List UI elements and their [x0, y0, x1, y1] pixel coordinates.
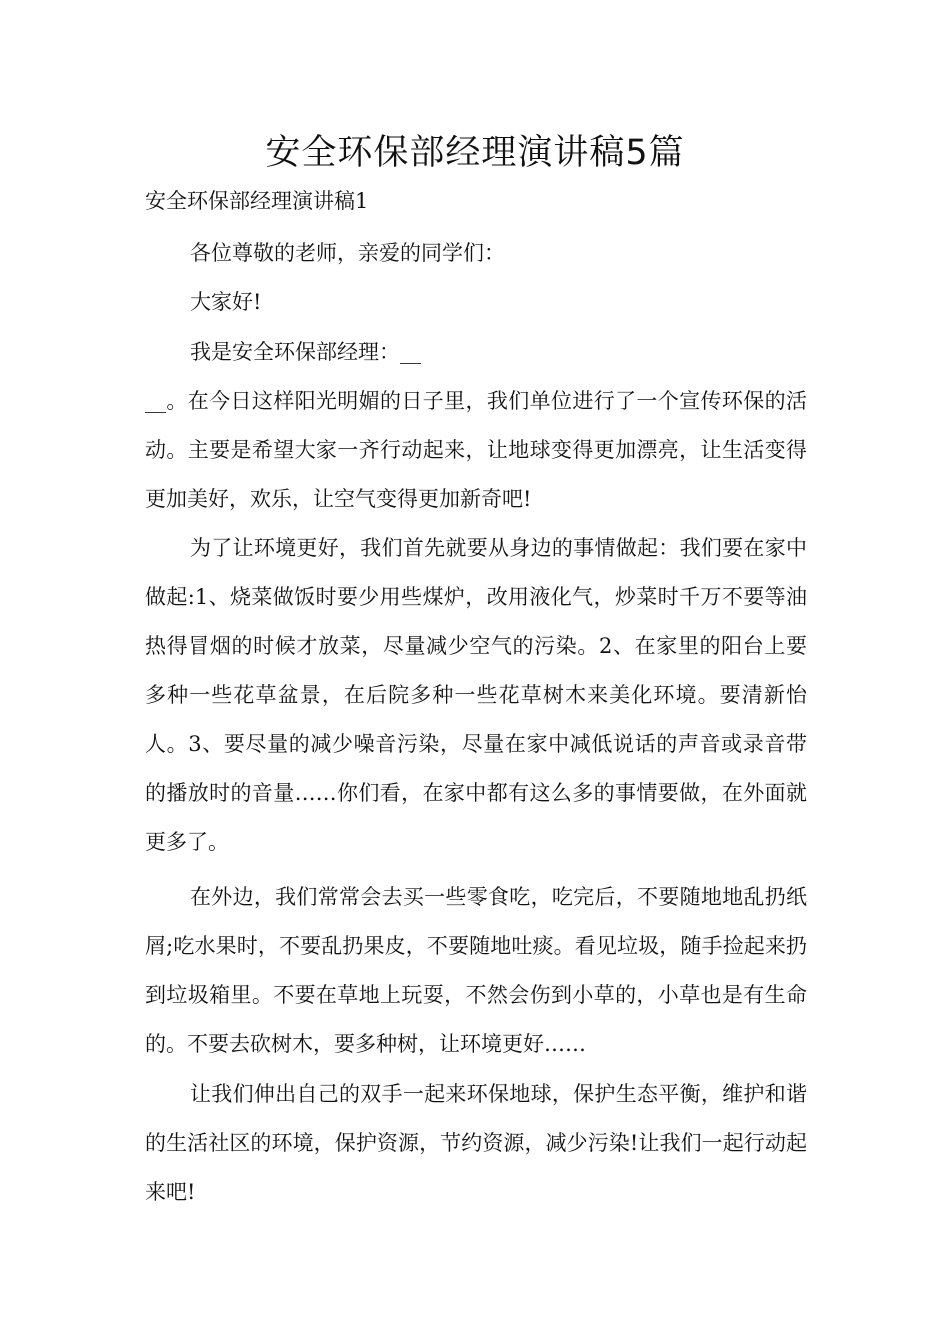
- paragraph-1: __。在今日这样阳光明媚的日子里，我们单位进行了一个宣传环保的活动。主要是希望大家一齐行动起来，让地球变得更加漂亮，让生活变得更加美好，欢乐，让空气变得更加新奇吧!: [145, 389, 807, 511]
- paragraph-2: 为了让环境更好，我们首先就要从身边的事情做起：我们要在家中做起:1、烧菜做饭时要少用些煤炉，改用液化气，炒菜时千万不要等油热得冒烟的时候才放菜，尽量减少空气的污染。2、在家里的阳台上要多种一些花草盆景，在后院多种一些花草树木来美化环境。要清新怡人。3、要尽量的减少噪音污染，尽量在家中减低说话的声音或录音带的播放时的音量……你们看，在家中都有这么多的事情要做，在外面就更多了。: [145, 536, 807, 854]
- greeting-line: 各位尊敬的老师，亲爱的同学们：: [190, 241, 505, 265]
- paragraph-3: 在外边，我们常常会去买一些零食吃，吃完后，不要随地地乱扔纸屑;吃水果时，不要乱扔果皮，不要随地吐痰。看见垃圾，随手捡起来扔到垃圾箱里。不要在草地上玩耍，不然会伤到小草的，小草也是有生命的。不要去砍树木，要多种树，让环境更好……: [145, 885, 807, 1056]
- speech-subtitle: 安全环保部经理演讲稿1: [145, 189, 369, 213]
- intro-line: 我是安全环保部经理：__: [190, 340, 421, 364]
- hello-line: 大家好!: [190, 290, 262, 314]
- document-title: 安全环保部经理演讲稿5篇: [265, 133, 685, 173]
- paragraph-4: 让我们伸出自己的双手一起来环保地球，保护生态平衡，维护和谐的生活社区的环境，保护资源，节约资源，减少污染!让我们一起行动起来吧!: [145, 1082, 807, 1204]
